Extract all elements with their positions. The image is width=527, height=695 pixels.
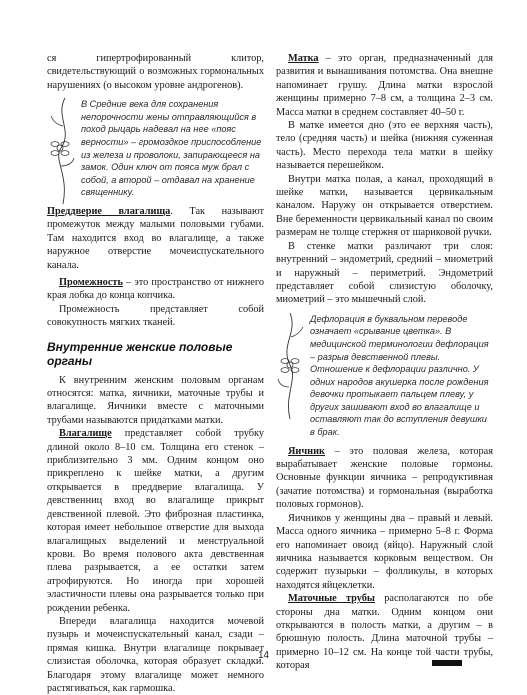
vagina-paragraph: [47, 427, 264, 615]
ovary-paragraph-2: Яичников у женщины два – правый и левый. Масса одного яичника – примерно 5–8 г. Форма его напоминает овоид (яйцо). Наружный слой яичника называется корковым веществом. Он содержит пузырьки – фолликулы, в которых находятся яйцеклетки.: [276, 512, 493, 591]
uterus-paragraph: [276, 52, 493, 119]
ovary-text: – это половая железа, которая вырабатывает женские половые гормоны. Основные функции яичника – репродуктивная (зачатие потомства) и гормональная (выработка половых гормонов).: [276, 445, 493, 511]
perineum-paragraph: [47, 276, 264, 303]
vestibule-paragraph: [47, 205, 264, 272]
vagina-text: представляет собой трубку длиной около 8–10 см. Толщина его стенок – приблизительно 3 мм. Одним концом оно прикреплено к шейке матки, а другим открывается в преддверие влагалища. У девственниц вход во влагалище прикрыт девственной плевой. Это фиброзная пластинка, которая имеет небольшое отверстие для выхода влагалищных выделений и менструальной крови. Во время полового акта девственная плева разрывается, а ее остатки затем атрофируются. Но иногда при хорошей эластичности плевы она разрывается только при рождении ребенка.: [47, 428, 264, 614]
fallopian-tubes-term: Маточные трубы: [288, 593, 375, 605]
ovary-paragraph: [276, 445, 493, 512]
cervical-canal-paragraph: Внутри матка полая, а канал, проходящий в шейке матки, называется цервикальным каналом. Наружу он открывается отверстием. Вне беременности цервикальный канал по своим размерам не толще стержня от шариковой ручки.: [276, 173, 493, 239]
uterus-parts-paragraph: В матке имеется дно (это ее верхняя часть), тело (средняя часть) и шейка (нижняя суженная часть). Место перехода тела матки в шейку называется перешейком.: [276, 120, 493, 172]
chastity-belt-note: [47, 98, 264, 199]
perineum-text: – это пространство от нижнего края лобка до конца копчика.: [47, 277, 264, 302]
page-edge-mark: [432, 660, 462, 666]
vagina-paragraph-2: Впереди влагалища находится мочевой пузырь и мочеиспускательный канал, сзади – прямая кишка. Внутри влагалище покрывает слизистая оболочка, которая образует складки. Благодаря этому влагалище может немного растягиваться, как гармошка.: [47, 615, 264, 694]
defloration-note: [276, 313, 493, 439]
ovary-term: Яичник: [288, 445, 325, 457]
note-text: В Средние века для сохранения непорочности жены отправляющийся в поход рыцарь надевал на нее «пояс верности» – громоздкое приспособление из железа и проволоки, запирающееся на замок. Один ключ от пояса муж брал с собой, а второй – отдавал на хранение священнику.: [81, 99, 262, 198]
perineum-paragraph-2: Промежность представляет собой совокупность мягких тканей.: [47, 303, 264, 329]
intro-paragraph: ся гипертрофированный клитор, свидетельствующий о возможных гормональных нарушениях (о высоком уровне андрогенов).: [47, 53, 264, 91]
uterus-layers-paragraph: В стенке матки различают три слоя: внутренний – эндометрий, средний – миометрий и наружный – периметрий. Эндометрий представляет собой слизистую оболочку, миометрий – это мышечный слой.: [276, 240, 493, 306]
perineum-term: Промежность: [59, 277, 123, 288]
left-column: [47, 52, 264, 695]
internal-organs-intro: К внутренним женским половым органам относятся: матка, яичники, маточные трубы и влагалище. Яичники вместе с маточными трубами называются придатками матки.: [47, 374, 264, 426]
vestibule-term: Преддверие влагалища: [47, 205, 171, 217]
vagina-term: Влагалище: [59, 428, 112, 440]
section-title: Внутренние женские половые органы: [47, 339, 233, 368]
flower-vine-icon: [47, 96, 77, 206]
right-column: [276, 52, 493, 673]
page-number: 14: [257, 650, 270, 661]
vestibule-text: . Так называют промежуток между малыми половыми губами. Там находится вход во влагалище, а также наружное отверстие мочеиспускательного канала.: [47, 205, 264, 271]
note-text: Дефлорация в буквальном переводе означает «срывание цветка». В медицинской терминологии дефлорация – разрыв девственной плевы. Отношение к дефлорации различно. У одних народов акушерка после рождения девочки протыкает пальцем плеву, у других зашивают вход во влагалище и оставляют так до вступления девушки в брак.: [310, 313, 489, 438]
uterus-term: Матка: [288, 53, 319, 64]
fallopian-tubes-text: располагаются по обе стороны дна матки. Одним концом они открываются в полость матки, а другим – в брюшную полость. Длина маточной трубы – примерно 10–12 см. На конце той части трубы, которая: [276, 593, 493, 672]
uterus-text: – это орган, предназначенный для развития и вынашивания потомства. Она внешне напоминает грушу. Длина матки взрослой женщины примерно 7–8 см, а толщина 2–3 см. Масса матки в среднем составляет 40–50 г.: [276, 53, 493, 118]
flower-vine-icon: [276, 311, 306, 421]
